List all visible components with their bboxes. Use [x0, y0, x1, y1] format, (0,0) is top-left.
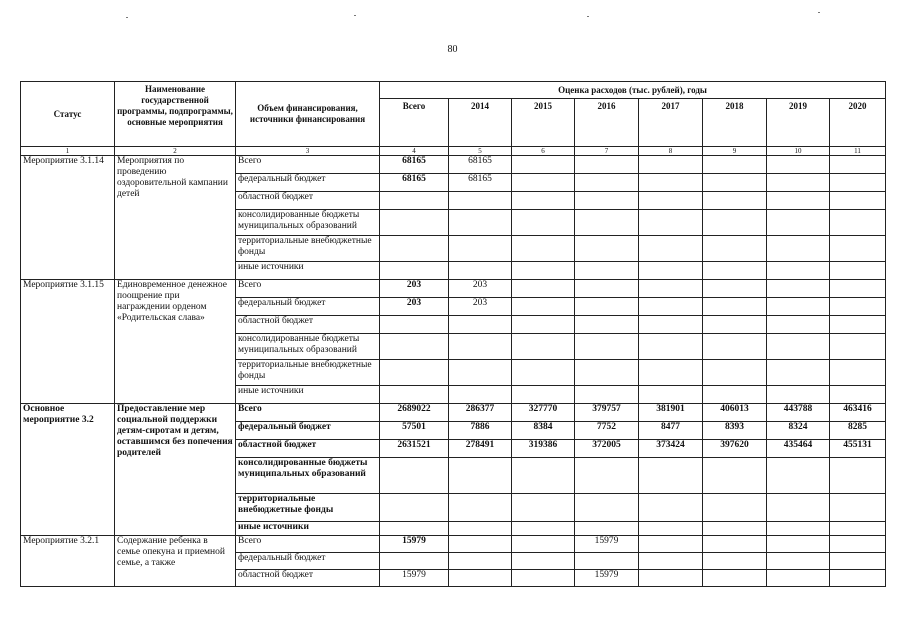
cell-year-value — [767, 386, 830, 404]
cell-total — [380, 458, 449, 494]
cell-year-value: 406013 — [703, 404, 767, 422]
cell-total — [380, 334, 449, 360]
row-financing-source: консолидированные бюджеты муниципальных образований — [236, 210, 380, 236]
cell-year-value — [830, 262, 886, 280]
cell-year-value — [830, 386, 886, 404]
cell-total: 15979 — [380, 536, 449, 553]
cell-year-value — [575, 262, 639, 280]
table-row — [21, 280, 886, 298]
cell-year-value — [703, 174, 767, 192]
cell-year-value: 373424 — [639, 440, 703, 458]
cell-year-value — [512, 334, 575, 360]
cell-year-value — [767, 522, 830, 536]
cell-year-value — [639, 570, 703, 587]
row-financing-source: иные источники — [236, 522, 380, 536]
cell-total — [380, 236, 449, 262]
row-status: Мероприятие 3.1.15 — [21, 280, 115, 404]
column-number: 2 — [115, 147, 236, 156]
cell-total: 57501 — [380, 422, 449, 440]
cell-year-value — [512, 570, 575, 587]
cell-total — [380, 494, 449, 522]
cell-total: 68165 — [380, 156, 449, 174]
cell-year-value — [639, 174, 703, 192]
row-status: Основное мероприятие 3.2 — [21, 404, 115, 536]
cell-total — [380, 210, 449, 236]
cell-year-value — [639, 262, 703, 280]
row-financing-source: областной бюджет — [236, 316, 380, 334]
cell-total — [380, 522, 449, 536]
cell-year-value — [449, 458, 512, 494]
cell-year-value — [449, 316, 512, 334]
row-status: Мероприятие 3.1.14 — [21, 156, 115, 280]
column-number: 4 — [380, 147, 449, 156]
cell-year-value — [639, 360, 703, 386]
cell-year-value — [449, 262, 512, 280]
cell-year-value: 8384 — [512, 422, 575, 440]
cell-year-value — [703, 156, 767, 174]
cell-year-value — [830, 536, 886, 553]
cell-year-value: 7752 — [575, 422, 639, 440]
cell-year-value — [703, 280, 767, 298]
cell-year-value — [767, 553, 830, 570]
cell-year-value — [830, 458, 886, 494]
row-financing-source: Всего — [236, 156, 380, 174]
row-financing-source: областной бюджет — [236, 570, 380, 587]
cell-year-value: 68165 — [449, 156, 512, 174]
header-year: 2015 — [512, 99, 575, 147]
cell-year-value — [639, 210, 703, 236]
cell-year-value: 8393 — [703, 422, 767, 440]
cell-total: 203 — [380, 298, 449, 316]
column-number: 3 — [236, 147, 380, 156]
cell-year-value — [703, 553, 767, 570]
cell-year-value — [767, 192, 830, 210]
cell-year-value: 15979 — [575, 536, 639, 553]
cell-year-value — [449, 570, 512, 587]
cell-total — [380, 360, 449, 386]
cell-year-value — [449, 210, 512, 236]
cell-year-value — [767, 458, 830, 494]
cell-year-value — [767, 334, 830, 360]
cell-year-value — [830, 494, 886, 522]
column-number: 6 — [512, 147, 575, 156]
column-number: 1 — [21, 147, 115, 156]
cell-year-value — [512, 192, 575, 210]
cell-year-value — [639, 236, 703, 262]
table-row — [21, 156, 886, 174]
cell-year-value — [703, 334, 767, 360]
cell-year-value — [703, 458, 767, 494]
cell-year-value — [575, 298, 639, 316]
row-financing-source: федеральный бюджет — [236, 298, 380, 316]
cell-year-value — [639, 553, 703, 570]
cell-year-value — [512, 236, 575, 262]
cell-year-value — [767, 236, 830, 262]
header-year: 2016 — [575, 99, 639, 147]
cell-year-value — [512, 458, 575, 494]
cell-year-value — [703, 494, 767, 522]
cell-year-value — [639, 316, 703, 334]
cell-year-value — [512, 553, 575, 570]
scan-dot — [587, 16, 589, 17]
cell-year-value — [512, 262, 575, 280]
cell-total — [380, 262, 449, 280]
cell-year-value — [767, 570, 830, 587]
cell-year-value — [767, 298, 830, 316]
cell-year-value — [575, 334, 639, 360]
cell-year-value — [830, 298, 886, 316]
scan-dot — [354, 15, 356, 16]
cell-year-value — [575, 386, 639, 404]
cell-year-value — [830, 174, 886, 192]
cell-year-value — [575, 458, 639, 494]
cell-year-value: 372005 — [575, 440, 639, 458]
row-financing-source: федеральный бюджет — [236, 174, 380, 192]
cell-year-value — [767, 262, 830, 280]
row-financing-source: иные источники — [236, 262, 380, 280]
row-financing-source: Всего — [236, 280, 380, 298]
header-financing: Объем финансирования, источники финансирования — [236, 82, 380, 147]
row-financing-source: федеральный бюджет — [236, 553, 380, 570]
cell-year-value: 68165 — [449, 174, 512, 192]
row-financing-source: Всего — [236, 404, 380, 422]
cell-year-value — [449, 536, 512, 553]
row-financing-source: консолидированные бюджеты муниципальных образований — [236, 334, 380, 360]
budget-table — [20, 81, 886, 587]
row-financing-source: консолидированные бюджеты муниципальных образований — [236, 458, 380, 494]
cell-year-value: 463416 — [830, 404, 886, 422]
cell-year-value — [639, 386, 703, 404]
cell-year-value — [512, 174, 575, 192]
cell-year-value: 203 — [449, 298, 512, 316]
cell-total — [380, 386, 449, 404]
cell-year-value — [703, 210, 767, 236]
cell-year-value: 381901 — [639, 404, 703, 422]
cell-total: 15979 — [380, 570, 449, 587]
column-number: 11 — [830, 147, 886, 156]
cell-year-value — [830, 156, 886, 174]
cell-year-value — [703, 386, 767, 404]
header-year: 2019 — [767, 99, 830, 147]
row-financing-source: территориальные внебюджетные фонды — [236, 360, 380, 386]
cell-year-value — [830, 280, 886, 298]
cell-year-value — [830, 522, 886, 536]
page-number: 80 — [447, 44, 458, 55]
cell-year-value: 327770 — [512, 404, 575, 422]
table-row — [21, 404, 886, 422]
table-row — [21, 536, 886, 553]
cell-total: 2689022 — [380, 404, 449, 422]
cell-year-value — [703, 316, 767, 334]
row-program-name: Предоставление мер социальной поддержки детям-сиротам и детям, оставшимся без попечения родителей — [115, 404, 236, 536]
cell-year-value — [512, 210, 575, 236]
cell-year-value — [830, 316, 886, 334]
cell-year-value: 443788 — [767, 404, 830, 422]
cell-year-value — [512, 536, 575, 553]
cell-year-value: 379757 — [575, 404, 639, 422]
cell-year-value — [449, 386, 512, 404]
cell-year-value — [830, 570, 886, 587]
scan-dot — [818, 12, 820, 13]
cell-total: 68165 — [380, 174, 449, 192]
cell-year-value: 278491 — [449, 440, 512, 458]
cell-year-value — [512, 280, 575, 298]
row-financing-source: федеральный бюджет — [236, 422, 380, 440]
cell-year-value — [575, 174, 639, 192]
cell-total — [380, 316, 449, 334]
cell-year-value — [575, 494, 639, 522]
cell-year-value — [575, 192, 639, 210]
column-number: 7 — [575, 147, 639, 156]
cell-year-value — [830, 360, 886, 386]
cell-year-value — [767, 156, 830, 174]
cell-year-value — [575, 522, 639, 536]
cell-year-value — [639, 280, 703, 298]
table-body — [21, 156, 886, 587]
cell-year-value — [703, 262, 767, 280]
cell-year-value — [512, 298, 575, 316]
row-program-name: Мероприятия по проведению оздоровительной кампании детей — [115, 156, 236, 280]
cell-year-value — [767, 494, 830, 522]
header-status: Статус — [21, 82, 115, 147]
cell-year-value — [639, 192, 703, 210]
scan-dot — [126, 17, 128, 18]
cell-year-value: 397620 — [703, 440, 767, 458]
cell-total: 203 — [380, 280, 449, 298]
cell-year-value: 435464 — [767, 440, 830, 458]
cell-year-value — [512, 386, 575, 404]
row-financing-source: областной бюджет — [236, 192, 380, 210]
cell-year-value — [575, 236, 639, 262]
cell-year-value — [449, 522, 512, 536]
cell-year-value — [703, 522, 767, 536]
cell-year-value — [767, 210, 830, 236]
cell-year-value — [575, 280, 639, 298]
header-year: 2018 — [703, 99, 767, 147]
cell-year-value — [703, 360, 767, 386]
row-financing-source: Всего — [236, 536, 380, 553]
cell-year-value — [575, 210, 639, 236]
cell-year-value: 319386 — [512, 440, 575, 458]
cell-year-value: 8477 — [639, 422, 703, 440]
cell-year-value — [767, 360, 830, 386]
cell-year-value — [512, 494, 575, 522]
header-year: 2014 — [449, 99, 512, 147]
cell-year-value: 286377 — [449, 404, 512, 422]
column-number: 9 — [703, 147, 767, 156]
cell-year-value — [449, 553, 512, 570]
cell-total: 2631521 — [380, 440, 449, 458]
cell-year-value — [703, 570, 767, 587]
cell-year-value — [703, 192, 767, 210]
cell-year-value — [512, 316, 575, 334]
row-financing-source: территориальные внебюджетные фонды — [236, 236, 380, 262]
cell-year-value — [575, 553, 639, 570]
column-number: 8 — [639, 147, 703, 156]
cell-year-value — [639, 156, 703, 174]
cell-year-value — [575, 156, 639, 174]
cell-year-value: 203 — [449, 280, 512, 298]
cell-year-value — [830, 192, 886, 210]
cell-year-value — [703, 536, 767, 553]
header-program-name: Наименование государственной программы, подпрограммы, основные мероприятия — [115, 82, 236, 147]
header-year: 2017 — [639, 99, 703, 147]
header-total: Всего — [380, 99, 449, 147]
cell-year-value — [512, 156, 575, 174]
cell-year-value — [767, 280, 830, 298]
header-estimate: Оценка расходов (тыс. рублей), годы — [380, 82, 886, 99]
column-number: 5 — [449, 147, 512, 156]
cell-year-value — [449, 494, 512, 522]
cell-year-value — [639, 522, 703, 536]
cell-year-value — [639, 298, 703, 316]
cell-year-value — [575, 316, 639, 334]
cell-total — [380, 553, 449, 570]
cell-year-value — [639, 494, 703, 522]
cell-year-value — [449, 360, 512, 386]
cell-year-value — [512, 360, 575, 386]
cell-year-value — [449, 192, 512, 210]
cell-year-value — [830, 236, 886, 262]
cell-year-value — [449, 334, 512, 360]
cell-year-value: 15979 — [575, 570, 639, 587]
column-number: 10 — [767, 147, 830, 156]
row-financing-source: территориальные внебюджетные фонды — [236, 494, 380, 522]
row-financing-source: иные источники — [236, 386, 380, 404]
cell-total — [380, 192, 449, 210]
cell-year-value — [830, 334, 886, 360]
row-financing-source: областной бюджет — [236, 440, 380, 458]
header-year: 2020 — [830, 99, 886, 147]
cell-year-value — [512, 522, 575, 536]
cell-year-value — [575, 360, 639, 386]
cell-year-value — [639, 536, 703, 553]
cell-year-value — [703, 298, 767, 316]
row-status: Мероприятие 3.2.1 — [21, 536, 115, 587]
cell-year-value — [767, 174, 830, 192]
cell-year-value — [639, 334, 703, 360]
row-program-name: Содержание ребенка в семье опекуна и приемной семье, а также — [115, 536, 236, 587]
cell-year-value — [639, 458, 703, 494]
cell-year-value: 8285 — [830, 422, 886, 440]
cell-year-value: 7886 — [449, 422, 512, 440]
cell-year-value: 455131 — [830, 440, 886, 458]
cell-year-value — [767, 316, 830, 334]
cell-year-value — [449, 236, 512, 262]
cell-year-value — [767, 536, 830, 553]
cell-year-value — [830, 553, 886, 570]
cell-year-value: 8324 — [767, 422, 830, 440]
column-number-row — [21, 147, 886, 156]
cell-year-value — [830, 210, 886, 236]
cell-year-value — [703, 236, 767, 262]
row-program-name: Единовременное денежное поощрение при награждении орденом «Родительская слава» — [115, 280, 236, 404]
